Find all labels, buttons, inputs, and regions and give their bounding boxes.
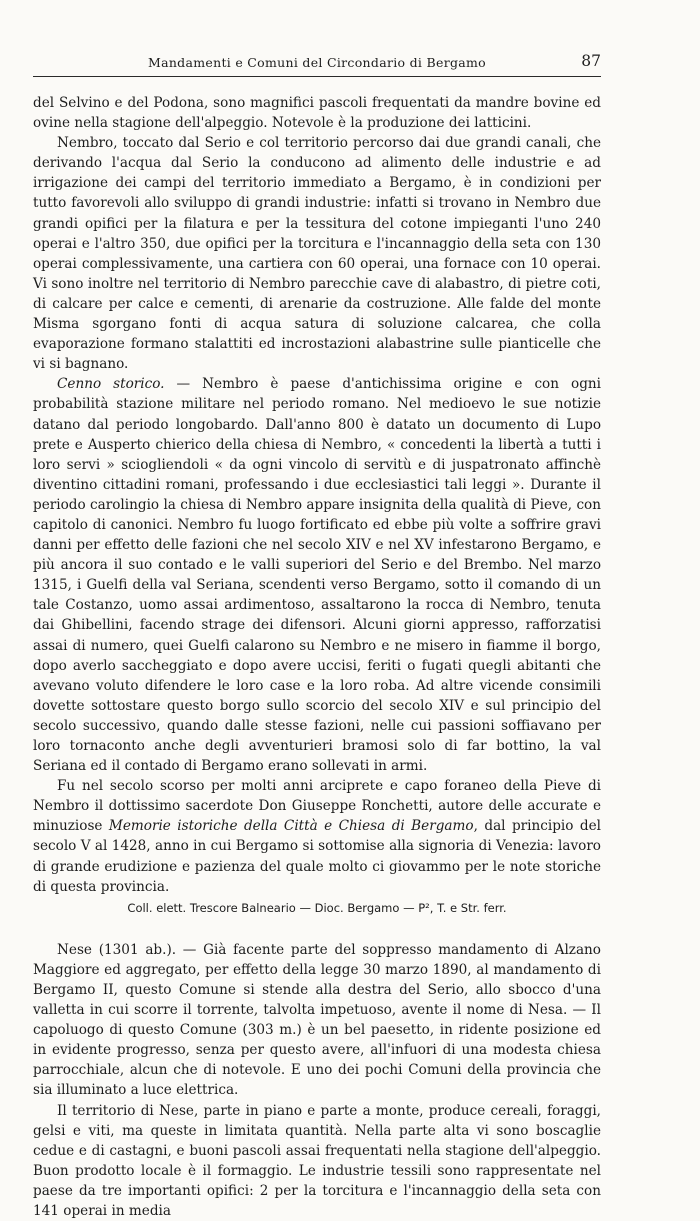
- nese-paragraph-1: [33, 940, 601, 1101]
- ronchetti-text-end: , dal principio del secolo V al 1428, anno in cui Bergamo si sottomise alla signoria di Venezia: lavoro di grande erudizione e pazienza del quale molto ci giovammo per le note storiche di questa provincia.: [33, 818, 601, 894]
- history-text: — Nembro è paese d'antichissima origine e con ogni probabilità stazione militare nel periodo romano. Nel medioevo le sue notizie datano dal periodo longobardo. Dall'anno 800 è datato un documento di Lupo prete e Ausperto chierico della chiesa di Nembro, « concedenti la libertà a tutti i loro servi » sciogliendoli « da ogni vincolo di servitù e di juspatronato affinchè diventino cittadini romani, professando i due ecclesiastici tali leggi ». Durante il periodo carolingio la chiesa di Nembro appare insignita della qualità di Pieve, con capitolo di canonici. Nembro fu luogo fortificato ed ebbe più volte a soffrire gravi danni per effetto delle fazioni che nel secolo XIV e nel XV infestarono Bergamo, e più ancora il suo contado e le valli superiori del Serio e del Brembo. Nel marzo 1315, i Guelfi della val Seriana, scendenti verso Bergamo, sotto il comando di un tale Costanzo, uomo assai ardimentoso, assaltarono la rocca di Nembro, tenuta dai Ghibellini, facendo strage dei difensori. Alcuni giorni appresso, rafforzatisi assai di numero, quei Guelfi calarono su Nembro e ne misero in fiamme il borgo, dopo averlo saccheggiato e dopo avere uccisi, feriti o fugati quegli abitanti che avevano voluto difendere le loro case e la loro roba. Ad altre vicende consimili dovette sottostare questo borgo sullo scorcio del secolo XIV e sul principio del secolo successivo, quando dalle stesse fazioni, nelle cui passioni soffiavano per loro tornaconto anche degli avventurieri bramosi solo di far bottino, la val Seriana ed il contado di Bergamo erano sollevati in armi.: [33, 376, 601, 774]
- nese-intro-text: (1301 ab.). — Già facente parte del soppresso mandamento di Alzano Maggiore ed aggregato, per effetto della legge 30 marzo 1890, al mandamento di Bergamo II, questo Comune si stende alla destra del Serio, allo sbocco d'una valletta in cui scorre il torrente, talvolta impetuoso, avente il nome di Nesa. — Il capoluogo di questo Comune (303 m.) è un bel paesetto, in ridente posizione ed in evidente progresso, senza per questo avere, all'infuori di una modesta chiesa parrocchiale, alcun che di notevole. E uno dei pochi Comuni della provincia che sia illuminato a luce elettrica.: [33, 942, 601, 1099]
- page-number: 87: [581, 52, 601, 70]
- memorie-title: Memorie istoriche della Città e Chiesa di Bergamo: [109, 818, 474, 834]
- ronchetti-text-start: Fu nel secolo scorso per molti anni arciprete e capo foraneo della Pieve di Nembro il dottissimo sacerdote Don Giuseppe Ronchetti, autore delle accurate e minuziose: [33, 778, 601, 834]
- page-header: [33, 50, 601, 77]
- nese-name: Nese: [57, 942, 92, 958]
- nembro-history-paragraph: [33, 374, 601, 776]
- nese-paragraph-2: Il territorio di Nese, parte in piano e parte a monte, produce cereali, foraggi, gelsi e viti, ma queste in limitata quantità. Nella parte alta vi sono boscaglie cedue e di castagni, e buoni pascoli assai frequentati nella stagione dell'alpeggio. Buon prodotto locale è il formaggio. Le industrie tessili sono rappresentate nel paese da tre importanti opifici: 2 per la torcitura e l'incannaggio della seta con 141 operai in media: [33, 1101, 601, 1221]
- nembro-paragraph-1: del Selvino e del Podona, sono magnifici pascoli frequentati da mandre bovine ed ovine nella stagione dell'alpeggio. Notevole è la produzione dei latticini.: [33, 93, 601, 133]
- nembro-paragraph-2: Nembro, toccato dal Serio e col territorio percorso dai due grandi canali, che derivando l'acqua dal Serio la conducono ad alimento delle industrie e ad irrigazione dei campi del territorio immediato a Bergamo, è in condizioni per tutto favorevoli allo sviluppo di grandi industrie: infatti si trovano in Nembro due grandi opifici per la filatura e per la tessitura del cotone impieganti l'uno 240 operai e l'altro 350, due opifici per la torcitura e l'incannaggio della seta con 130 operai complessivamente, una cartiera con 60 operai, una fornace con 10 operai. Vi sono inoltre nel territorio di Nembro parecchie cave di alabastro, di pietre coti, di calcare per calce e cementi, di arenarie da costruzione. Alle falde del monte Misma sgorgano fonti di acqua satura di soluzione calcarea, che colla evaporazione formano stalattiti ed incrostazioni alabastrine sulle pianticelle che vi si bagnano.: [33, 133, 601, 374]
- nembro-paragraph-4: [33, 776, 601, 897]
- running-title: Mandamenti e Comuni del Circondario di Bergamo: [33, 55, 601, 70]
- electoral-note: Coll. elett. Trescore Balneario — Dioc. Bergamo — P², T. e Str. ferr.: [33, 898, 601, 918]
- history-heading: Cenno storico.: [57, 376, 165, 392]
- page-body: [33, 93, 601, 1221]
